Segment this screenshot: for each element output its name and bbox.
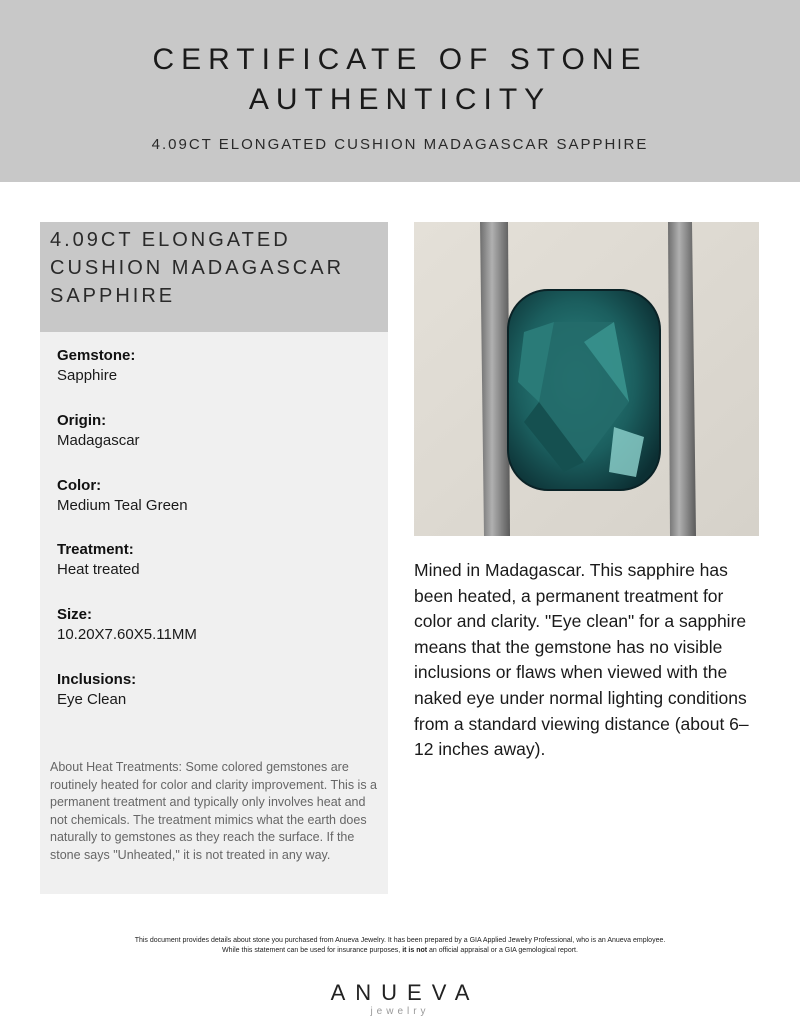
spec-label: Treatment: (57, 541, 134, 559)
spec-treatment (57, 540, 377, 605)
heat-treatment-note: About Heat Treatments: Some colored gemstones are routinely heated for color and clarity improvement. This is a permanent treatment and typically only involves heat and not chemicals. The treatment mimics what the earth does naturally to gemstones as they reach the surface. If the stone says "Unheated," it is not treated in any way. (50, 760, 378, 862)
spec-gemstone (57, 346, 377, 411)
certificate-header (0, 0, 800, 182)
stone-title-box (40, 222, 388, 332)
stone-title-line: 4.09CT ELONGATED (50, 229, 291, 251)
spec-inclusions (57, 670, 377, 735)
disclaimer-line2 (0, 946, 800, 956)
sapphire-photo-illustration (414, 222, 759, 536)
certificate-subtitle: 4.09CT ELONGATED CUSHION MADAGASCAR SAPPHIRE (151, 136, 649, 153)
stone-title-line: SAPPHIRE (50, 285, 176, 307)
certificate-title-line1: CERTIFICATE OF STONE (152, 43, 648, 76)
spec-value: Madagascar (57, 431, 140, 449)
stone-title-line: CUSHION MADAGASCAR (50, 257, 345, 279)
disclaimer-line1: This document provides details about stone you purchased from Anueva Jewelry. It has been prepared by a GIA Applied Jewelry Professional, who is an Anueva employee. (134, 937, 666, 944)
spec-label: Gemstone: (57, 347, 136, 364)
spec-label: Origin: (57, 411, 107, 429)
disclaimer-emphasis: it is not (402, 947, 428, 954)
spec-label: Inclusions: (57, 670, 137, 688)
stone-photo (414, 222, 759, 536)
spec-size (57, 605, 377, 670)
anueva-logo (0, 980, 800, 1018)
spec-color (57, 476, 377, 541)
disclaimer (0, 936, 800, 956)
spec-value: Heat treated (57, 561, 140, 579)
certificate-title (0, 40, 800, 120)
disclaimer-text: an official appraisal or a GIA gemological report. (427, 947, 578, 954)
logo-sub: jewelry (370, 1006, 430, 1017)
spec-value: 10.20X7.60X5.11MM (57, 626, 197, 644)
stone-details-card (40, 222, 388, 894)
stone-title (50, 226, 380, 310)
spec-label: Size: (57, 606, 93, 624)
stone-description: Mined in Madagascar. This sapphire has been heated, a permanent treatment for color and clarity. "Eye clean" for a sapphire means that the gemstone has no visible inclusions or flaws when viewed with the naked eye under normal lighting conditions from a standard viewing distance (about 6–12 inches away). (414, 560, 749, 760)
logo-name: ANUEVA (330, 980, 480, 1005)
spec-value: Sapphire (57, 367, 118, 384)
stone-specs (57, 346, 377, 735)
spec-origin (57, 411, 377, 476)
disclaimer-text: While this statement can be used for insurance purposes, (222, 947, 403, 954)
spec-label: Color: (57, 476, 102, 494)
certificate-title-line2: AUTHENTICITY (248, 83, 552, 116)
spec-value: Eye Clean (57, 690, 127, 708)
spec-value: Medium Teal Green (57, 496, 188, 514)
